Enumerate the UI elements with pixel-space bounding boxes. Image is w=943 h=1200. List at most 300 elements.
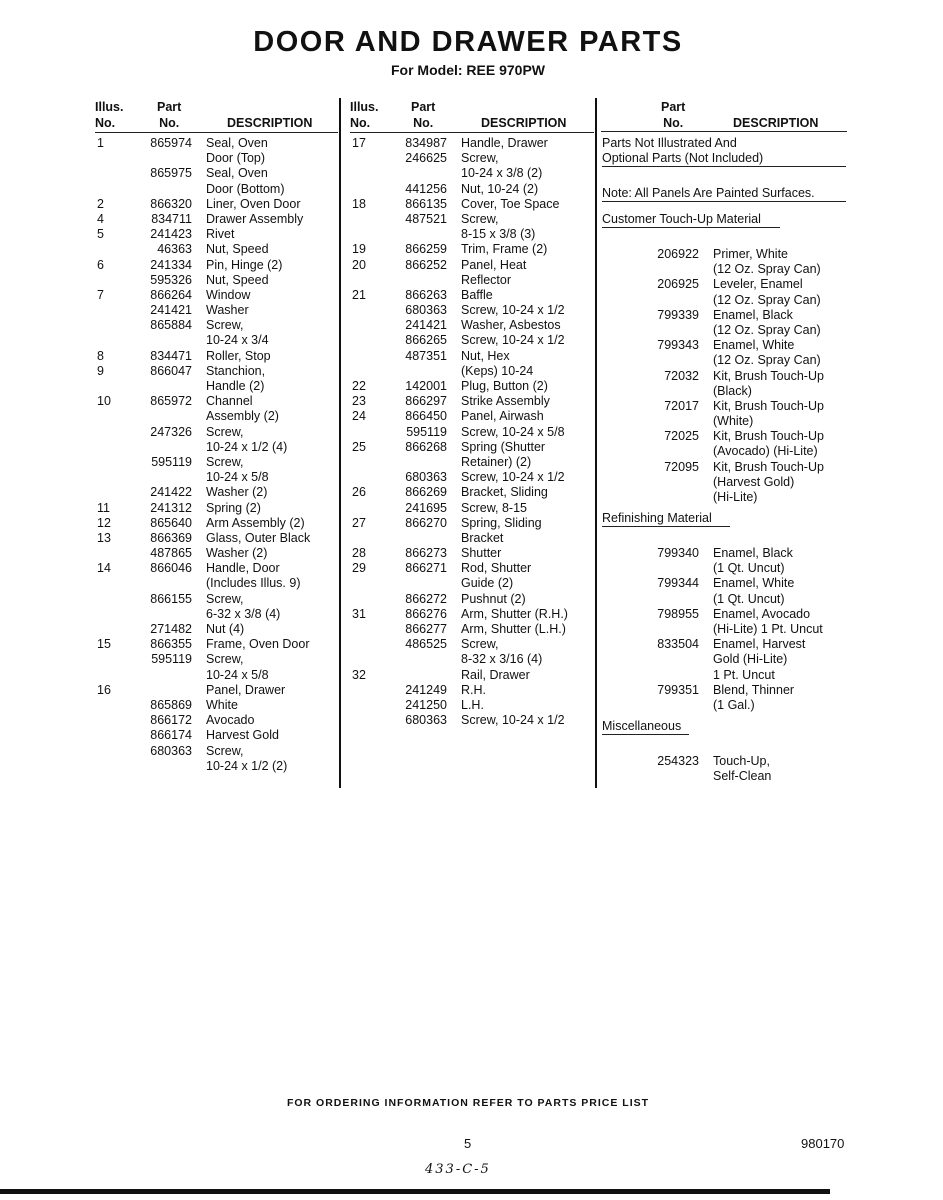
illus-number: 32 <box>352 667 366 682</box>
part-number: 271482 <box>150 622 192 636</box>
part-description: (Hi-Lite) 1 Pt. Uncut <box>713 621 823 636</box>
parts-row <box>97 470 337 485</box>
illus-number: 16 <box>97 682 111 697</box>
illus-number: 28 <box>352 546 366 561</box>
illus-no-header: Illus. No. <box>95 100 124 130</box>
part-description: Door (Top) <box>206 151 266 166</box>
part-number: 799351 <box>657 682 699 697</box>
parts-row <box>97 516 337 531</box>
parts-row <box>97 728 337 743</box>
not-illustrated-line1: Parts Not Illustrated And <box>602 136 737 150</box>
part-number: 866450 <box>405 409 447 424</box>
illus-number: 15 <box>97 637 111 652</box>
part-description: (12 Oz. Spray Can) <box>713 322 821 337</box>
part-description: Rivet <box>206 227 235 242</box>
part-description: Kit, Brush Touch-Up <box>713 398 824 413</box>
parts-row <box>97 440 337 455</box>
part-number: 834987 <box>405 136 447 150</box>
parts-row <box>602 429 846 444</box>
parts-row <box>352 258 592 273</box>
part-description: Screw, <box>206 454 244 469</box>
parts-row <box>352 470 592 485</box>
part-number: 487351 <box>405 348 447 363</box>
parts-row <box>602 277 846 292</box>
header-rule <box>601 131 847 132</box>
part-description: Arm, Shutter (R.H.) <box>461 606 568 621</box>
part-description: Enamel, Black <box>713 307 793 322</box>
part-number: 142001 <box>405 379 447 393</box>
parts-row <box>97 455 337 470</box>
part-number: 866047 <box>150 363 192 378</box>
panels-note: Note: All Panels Are Painted Surfaces. <box>602 186 846 202</box>
illus-number: 2 <box>97 196 104 211</box>
parts-row <box>97 531 337 546</box>
part-number: 487865 <box>150 546 192 561</box>
parts-row <box>352 592 592 607</box>
part-number: 865972 <box>150 394 192 409</box>
part-number: 866270 <box>405 515 447 530</box>
parts-row <box>352 531 592 546</box>
part-description: Spring, Sliding <box>461 515 542 530</box>
part-number: 866272 <box>405 591 447 606</box>
part-description: Enamel, Avocado <box>713 606 811 621</box>
parts-row <box>97 166 337 181</box>
part-number: 798955 <box>657 606 699 621</box>
parts-row <box>602 637 846 652</box>
part-description: Trim, Frame (2) <box>461 242 548 257</box>
part-description: Screw, <box>206 424 244 439</box>
illus-number: 17 <box>352 136 366 150</box>
parts-row <box>97 713 337 728</box>
illus-number: 19 <box>352 242 366 257</box>
parts-row <box>602 607 846 622</box>
part-description: 6-32 x 3/8 (4) <box>206 606 281 621</box>
parts-row <box>352 652 592 667</box>
part-number: 441256 <box>405 181 447 196</box>
part-description: Screw, <box>461 151 499 166</box>
parts-row <box>352 212 592 227</box>
part-description: (Keps) 10-24 <box>461 363 534 378</box>
illus-number: 21 <box>352 287 366 302</box>
page-title: DOOR AND DRAWER PARTS <box>253 26 683 58</box>
part-description: Screw, <box>461 637 499 652</box>
part-number: 680363 <box>405 470 447 485</box>
parts-row <box>97 197 337 212</box>
part-number: 866259 <box>405 242 447 257</box>
parts-row <box>352 501 592 516</box>
parts-row <box>602 592 846 607</box>
parts-row <box>602 561 846 576</box>
part-description: Pushnut (2) <box>461 591 526 606</box>
part-number: 241312 <box>150 500 192 515</box>
part-description: Panel, Heat <box>461 257 527 272</box>
parts-row <box>352 409 592 424</box>
part-number: 799340 <box>657 546 699 560</box>
parts-row <box>602 490 846 505</box>
illus-number: 7 <box>97 287 104 302</box>
part-description: (Harvest Gold) <box>713 474 795 489</box>
parts-row <box>97 318 337 333</box>
part-number: 241249 <box>405 682 447 697</box>
refinishing-heading: Refinishing Material <box>602 511 730 527</box>
part-description: Plug, Button (2) <box>461 379 548 393</box>
part-number: 865640 <box>150 515 192 530</box>
illus-number: 26 <box>352 485 366 500</box>
part-description: 10-24 x 1/2 (2) <box>206 758 288 773</box>
part-number: 680363 <box>150 743 192 758</box>
part-description: Kit, Brush Touch-Up <box>713 368 824 383</box>
parts-row <box>602 262 846 277</box>
parts-row <box>602 444 846 459</box>
bottom-rule <box>0 1189 830 1194</box>
part-description: (1 Qt. Uncut) <box>713 561 785 576</box>
part-description: Nut, Hex <box>461 348 510 363</box>
part-description: Washer, Asbestos <box>461 318 561 333</box>
part-description: Washer <box>206 303 249 318</box>
part-number: 866297 <box>405 394 447 409</box>
part-description: (White) <box>713 414 754 429</box>
parts-row <box>97 333 337 348</box>
part-description: Harvest Gold <box>206 728 279 743</box>
illus-number: 1 <box>97 136 104 150</box>
part-description: Drawer Assembly <box>206 211 304 226</box>
part-number: 72017 <box>664 398 699 413</box>
description-header: DESCRIPTION <box>481 116 567 130</box>
part-description: Screw, 10-24 x 1/2 <box>461 333 565 348</box>
part-number: 834471 <box>150 348 192 363</box>
parts-row <box>352 455 592 470</box>
illus-number: 8 <box>97 348 104 363</box>
parts-row <box>352 182 592 197</box>
document-number: 980170 <box>801 1136 845 1151</box>
parts-row <box>352 273 592 288</box>
part-number: 833504 <box>657 637 699 652</box>
illus-number: 12 <box>97 515 111 530</box>
part-number: 866135 <box>405 196 447 211</box>
parts-row <box>97 288 337 303</box>
part-description: Enamel, White <box>713 338 795 353</box>
part-number: 866174 <box>150 728 192 743</box>
part-description: Roller, Stop <box>206 348 271 363</box>
part-number: 865975 <box>150 166 192 181</box>
part-number: 866273 <box>405 546 447 561</box>
part-description: Liner, Oven Door <box>206 196 301 211</box>
part-number: 865869 <box>150 697 192 712</box>
part-description: Nut, Speed <box>206 272 269 287</box>
part-description: Arm, Shutter (L.H.) <box>461 622 566 636</box>
parts-row <box>352 425 592 440</box>
part-description: Screw, <box>461 211 499 226</box>
illus-number: 25 <box>352 439 366 454</box>
parts-row <box>602 754 846 769</box>
parts-list-middle <box>352 136 592 728</box>
part-description: Door (Bottom) <box>206 181 285 196</box>
part-description: Stanchion, <box>206 363 266 378</box>
illus-number: 13 <box>97 530 111 545</box>
parts-row <box>97 652 337 667</box>
part-number: 866265 <box>405 333 447 348</box>
parts-row <box>602 323 846 338</box>
part-description: (Includes Illus. 9) <box>206 576 301 591</box>
part-description: Strike Assembly <box>461 394 550 409</box>
illus-number: 23 <box>352 394 366 409</box>
page-number: 5 <box>464 1136 472 1151</box>
parts-row <box>97 394 337 409</box>
parts-row <box>602 622 846 637</box>
part-description: Enamel, White <box>713 576 795 591</box>
part-description: 8-15 x 3/8 (3) <box>461 227 536 242</box>
parts-row <box>352 197 592 212</box>
part-description: Guide (2) <box>461 576 514 591</box>
parts-row <box>97 409 337 424</box>
part-description: R.H. <box>461 682 486 697</box>
part-number: 799344 <box>657 576 699 591</box>
parts-row <box>352 637 592 652</box>
part-description: (12 Oz. Spray Can) <box>713 292 821 307</box>
part-description: 10-24 x 1/2 (4) <box>206 439 288 454</box>
parts-row <box>602 369 846 384</box>
parts-row <box>602 338 846 353</box>
parts-row <box>352 394 592 409</box>
part-description: (12 Oz. Spray Can) <box>713 353 821 368</box>
part-description: L.H. <box>461 697 484 712</box>
parts-row <box>352 485 592 500</box>
parts-row <box>602 698 846 713</box>
part-number: 866172 <box>150 713 192 728</box>
part-description: (Black) <box>713 383 752 398</box>
part-number: 866271 <box>405 561 447 576</box>
parts-row <box>97 622 337 637</box>
part-description: Kit, Brush Touch-Up <box>713 459 824 474</box>
parts-row <box>97 607 337 622</box>
parts-row <box>352 576 592 591</box>
parts-row <box>97 546 337 561</box>
column-divider <box>595 98 597 788</box>
part-description: Leveler, Enamel <box>713 277 803 292</box>
part-number: 72032 <box>664 368 699 383</box>
parts-row <box>352 668 592 683</box>
illus-number: 24 <box>352 409 366 424</box>
parts-row <box>97 637 337 652</box>
part-description: Screw, 8-15 <box>461 500 528 515</box>
parts-row <box>352 683 592 698</box>
illus-number: 14 <box>97 561 111 576</box>
part-description: Cover, Toe Space <box>461 196 560 211</box>
part-number: 46363 <box>157 242 192 257</box>
part-description: Handle, Drawer <box>461 136 548 150</box>
parts-row <box>352 151 592 166</box>
part-number: 866276 <box>405 606 447 621</box>
part-description: Screw, 10-24 x 1/2 <box>461 713 565 728</box>
parts-row <box>97 698 337 713</box>
part-number: 866263 <box>405 287 447 302</box>
part-number: 254323 <box>657 754 699 768</box>
parts-row <box>97 683 337 698</box>
part-number: 866320 <box>150 196 192 211</box>
illus-no-header: Illus. No. <box>350 100 379 130</box>
part-description: Nut, Speed <box>206 242 269 257</box>
part-description: Bracket, Sliding <box>461 485 548 500</box>
part-number: 799339 <box>657 307 699 322</box>
part-number: 247326 <box>150 424 192 439</box>
parts-row <box>352 440 592 455</box>
part-description: 10-24 x 5/8 <box>206 667 269 682</box>
part-description: Pin, Hinge (2) <box>206 257 283 272</box>
part-no-header: Part No. <box>661 100 686 130</box>
parts-row <box>352 607 592 622</box>
part-number: 866046 <box>150 561 192 576</box>
illus-number: 4 <box>97 211 104 226</box>
part-description: Primer, White <box>713 247 789 261</box>
illus-number: 27 <box>352 515 366 530</box>
part-number: 866277 <box>405 622 447 636</box>
parts-row <box>352 546 592 561</box>
illus-number: 9 <box>97 363 104 378</box>
parts-row <box>97 425 337 440</box>
parts-row <box>352 516 592 531</box>
part-no-header: Part No. <box>157 100 182 130</box>
header-rule <box>350 132 594 133</box>
part-number: 487521 <box>405 211 447 226</box>
part-description: Enamel, Harvest <box>713 637 806 652</box>
parts-row <box>602 683 846 698</box>
parts-row <box>352 364 592 379</box>
header-rule <box>95 132 338 133</box>
part-description: Enamel, Black <box>713 546 793 560</box>
parts-row <box>97 227 337 242</box>
part-number: 241421 <box>405 318 447 333</box>
parts-row <box>352 698 592 713</box>
parts-row <box>97 561 337 576</box>
parts-row <box>602 769 846 784</box>
parts-row <box>602 399 846 414</box>
parts-row <box>97 242 337 257</box>
part-description: Bracket <box>461 530 504 545</box>
part-description: Retainer) (2) <box>461 454 532 469</box>
parts-row <box>602 414 846 429</box>
part-description: (1 Qt. Uncut) <box>713 591 785 606</box>
part-description: Window <box>206 287 251 302</box>
part-number: 866369 <box>150 530 192 545</box>
part-description: Washer (2) <box>206 546 268 561</box>
part-description: Blend, Thinner <box>713 682 795 697</box>
part-description: Glass, Outer Black <box>206 530 311 545</box>
parts-row <box>352 136 592 151</box>
part-number: 241334 <box>150 257 192 272</box>
illus-number: 20 <box>352 257 366 272</box>
parts-row <box>352 561 592 576</box>
part-number: 246625 <box>405 151 447 166</box>
illus-number: 29 <box>352 561 366 576</box>
parts-row <box>97 485 337 500</box>
misc-list <box>602 754 846 784</box>
part-number: 680363 <box>405 713 447 728</box>
parts-row <box>352 303 592 318</box>
parts-row <box>97 273 337 288</box>
parts-row <box>352 318 592 333</box>
touchup-heading: Customer Touch-Up Material <box>602 212 780 228</box>
parts-row <box>602 652 846 667</box>
parts-row <box>97 576 337 591</box>
parts-row <box>352 227 592 242</box>
part-number: 799343 <box>657 338 699 353</box>
parts-row <box>352 379 592 394</box>
parts-row <box>352 622 592 637</box>
part-description: Assembly (2) <box>206 409 279 424</box>
part-description: Washer (2) <box>206 485 268 500</box>
part-description: Handle (2) <box>206 379 265 393</box>
parts-row <box>97 136 337 151</box>
part-number: 241422 <box>150 485 192 500</box>
part-number: 241421 <box>150 303 192 318</box>
parts-row <box>352 349 592 364</box>
part-number: 865884 <box>150 318 192 333</box>
parts-row <box>602 668 846 683</box>
parts-row <box>97 592 337 607</box>
parts-row <box>602 546 846 561</box>
parts-row <box>602 384 846 399</box>
part-description: Nut (4) <box>206 622 245 636</box>
illus-number: 10 <box>97 394 111 409</box>
part-number: 206925 <box>657 277 699 292</box>
part-no-header: Part No. <box>411 100 436 130</box>
part-number: 241423 <box>150 227 192 242</box>
part-description: Spring (Shutter <box>461 439 546 454</box>
part-description: 1 Pt. Uncut <box>713 667 775 682</box>
part-number: 866355 <box>150 637 192 652</box>
parts-row <box>602 576 846 591</box>
parts-row <box>97 303 337 318</box>
part-description: Panel, Airwash <box>461 409 544 424</box>
part-description: Screw, 10-24 x 1/2 <box>461 470 565 485</box>
parts-row <box>352 288 592 303</box>
part-number: 834711 <box>151 211 192 226</box>
part-description: Screw, <box>206 743 244 758</box>
parts-row <box>602 293 846 308</box>
part-description: Kit, Brush Touch-Up <box>713 429 824 444</box>
part-number: 866268 <box>405 439 447 454</box>
part-number: 72095 <box>664 459 699 474</box>
part-description: (1 Gal.) <box>713 697 755 712</box>
illus-number: 5 <box>97 227 104 242</box>
not-illustrated-line2: Optional Parts (Not Included) <box>602 151 846 167</box>
part-description: 10-24 x 5/8 <box>206 470 269 485</box>
illus-number: 6 <box>97 257 104 272</box>
model-subtitle: For Model: REE 970PW <box>390 62 546 78</box>
part-number: 866252 <box>405 257 447 272</box>
part-description: 8-32 x 3/16 (4) <box>461 652 543 667</box>
part-description: Channel <box>206 394 253 409</box>
part-description: Avocado <box>206 713 255 728</box>
illus-number: 31 <box>352 606 366 621</box>
part-description: Self-Clean <box>713 769 772 784</box>
parts-row <box>602 460 846 475</box>
part-number: 865974 <box>150 136 192 150</box>
part-description: Rod, Shutter <box>461 561 532 576</box>
part-number: 680363 <box>405 303 447 318</box>
part-description: 10-24 x 3/8 (2) <box>461 166 543 181</box>
part-description: Seal, Oven <box>206 166 268 181</box>
parts-row <box>602 475 846 490</box>
parts-row <box>97 364 337 379</box>
touchup-list <box>602 247 846 505</box>
part-description: Baffle <box>461 287 493 302</box>
part-description: Screw, 10-24 x 5/8 <box>461 424 565 439</box>
part-description: Touch-Up, <box>713 754 770 768</box>
part-number: 595326 <box>150 272 192 287</box>
part-description: Nut, 10-24 (2) <box>461 181 539 196</box>
column-divider <box>339 98 341 788</box>
